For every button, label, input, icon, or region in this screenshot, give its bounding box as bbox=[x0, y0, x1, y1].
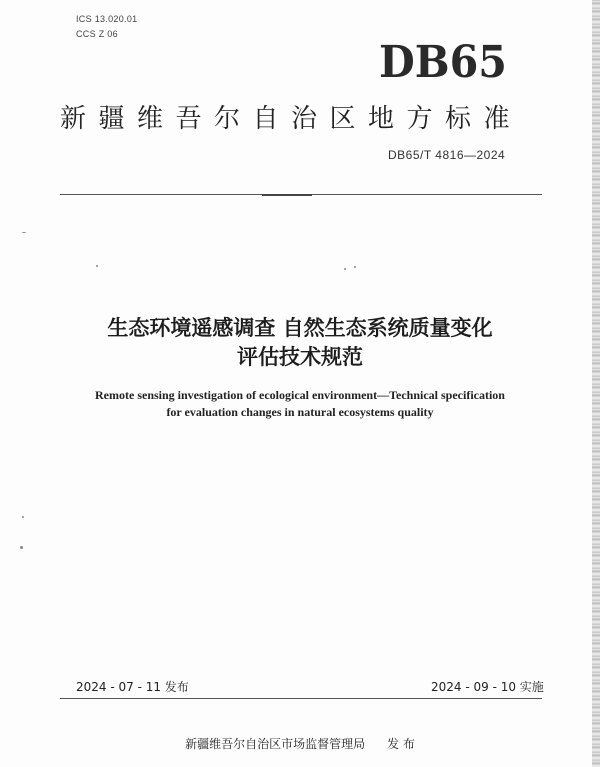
standard-number: DB65/T 4816—2024 bbox=[388, 148, 506, 162]
logo-text: DB65 bbox=[379, 41, 507, 83]
chinese-title-line-1: 生态环境遥感调查 自然生态系统质量变化 bbox=[107, 316, 493, 340]
standard-category-title: 新疆维吾尔自治区地方标准 bbox=[60, 104, 523, 134]
footer-divider bbox=[60, 698, 542, 699]
header-divider-mark bbox=[262, 194, 312, 196]
scan-speck bbox=[20, 546, 23, 549]
english-title-line-2: for evaluation changes in natural ecosystems quality bbox=[166, 405, 434, 419]
scan-speck bbox=[344, 268, 346, 270]
ccs-code: CCS Z 06 bbox=[76, 29, 118, 39]
classification-codes bbox=[76, 12, 137, 42]
publisher-line bbox=[0, 735, 600, 752]
chinese-title-line-2: 评估技术规范 bbox=[237, 345, 363, 369]
publish-action: 发 布 bbox=[387, 737, 415, 751]
scan-speck bbox=[96, 265, 98, 267]
publisher-organization: 新疆维吾尔自治区市场监督管理局 bbox=[185, 737, 366, 751]
issue-date: 2024 - 07 - 11 发布 bbox=[76, 680, 189, 694]
scan-speck bbox=[22, 516, 24, 518]
english-title-line-1: Remote sensing investigation of ecological environment—Technical specification bbox=[95, 388, 505, 402]
implementation-date: 2024 - 09 - 10 实施 bbox=[431, 680, 544, 694]
scan-speck bbox=[22, 232, 26, 233]
scan-speck bbox=[354, 266, 356, 268]
scan-edge-noise bbox=[592, 0, 600, 767]
db65-logo bbox=[379, 41, 509, 83]
ics-code: ICS 13.020.01 bbox=[76, 14, 138, 24]
